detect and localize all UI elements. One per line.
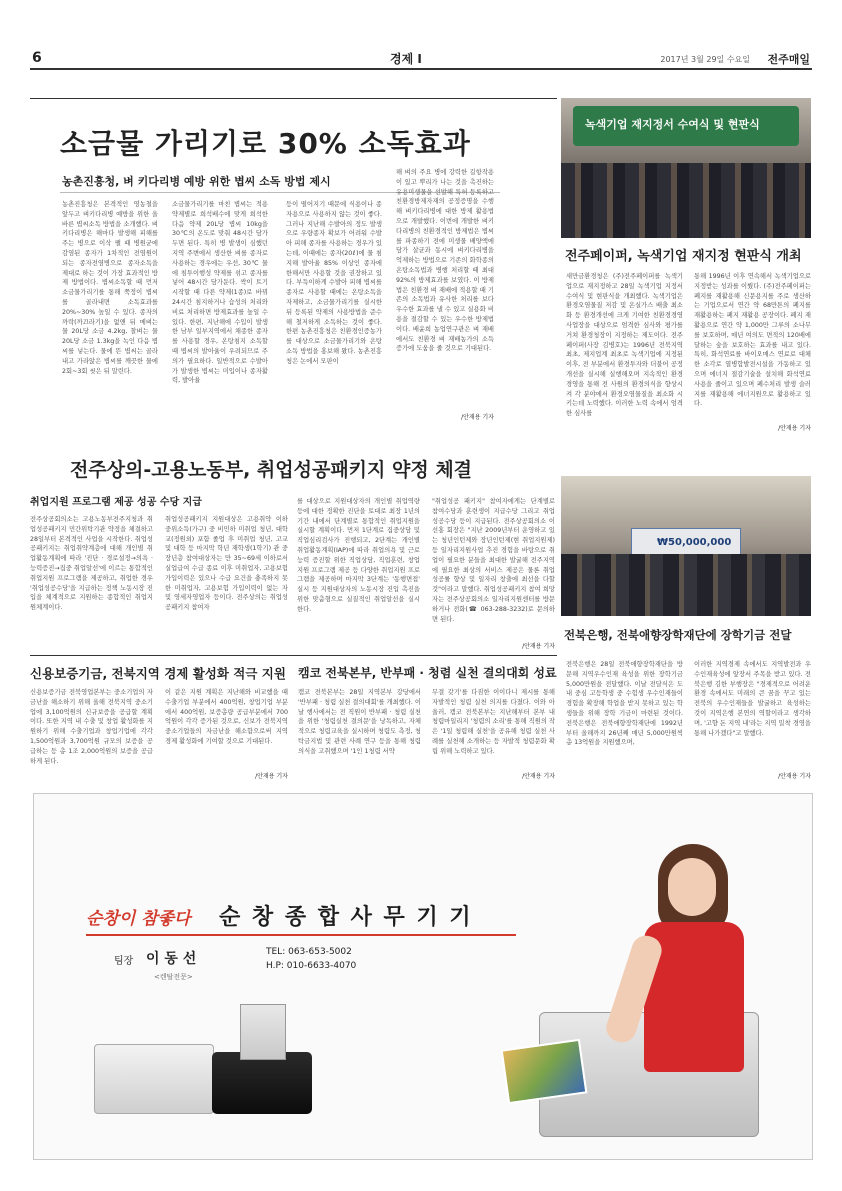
story7-col-1: 전북은행은 28일 전북애향장학재단을 방문해 지역우수인재 육성을 위한 장학기금 5,000만원을 전달했다. 이날 전달식은 도내 중심 고등학생 중 수험생 우수인재들이 경험을 확장해 학업을 받지 못하고 있는 학생들을 위해 장학 기금이 마련된 것이다. 전북은행은 전북애향장학재단에 1992년부터 올해까지 26년째 매년 5,000만원씩 총 13억원을 지원했으며, (566, 661, 683, 747)
story5-byline: /안재용 기자 (255, 773, 288, 780)
story2-byline: /안재용 기자 (778, 425, 811, 432)
story3-headline: 전주상의-고용노동부, 취업성공패키지 약정 체결 (70, 459, 473, 481)
newspaper-name: 전주매일 (767, 53, 810, 66)
printed-photo-icon (501, 1039, 588, 1105)
story2-col-2: 통해 1996년 이후 연속해서 녹색기업으로 지정받는 성과를 이뤘다. (주)전주페이퍼는 폐지를 재활용해 신문용지를 주로 생산하는 기업으로서 연간 약 68만톤의 폐지를 재활용하는 폐지 재활용 공장이다. 폐지 재활용으로 연간 약 1,000만 그루의 소나무를 보호하며, 매년 여의도 면적의 120배에 달하는 숲을 보호하는 효과를 내고 있다. 특히, 화석연료를 바이오매스 연료로 대체한 소각로 열병합발전시설을 가동하고 있으며 에너지 절감기술을 설치해 화석연료 사용을 줄이고 있으며 폐수처리 발생 슬러지를 재활용해 에너지원으로 활용하고 있다. (694, 273, 811, 408)
top-story-byline: /안재용 기자 (461, 414, 494, 421)
story5-col-1: 신용보증기금 전북영업본부는 중소기업의 자금난을 해소하기 위해 올해 전북지역 중소기업에 3,100억원의 신규보증을 공급할 계획이다. 또한 지역 내 수출 및 창업 활성화를 지원하기 위해 수출기업과 창업기업에 각각 1,500억원과 3,700억원 규모의 보증을 공급하는 등 총 1조 2,000억원의 보증을 공급하게 된다. (30, 689, 153, 765)
story4-headline: 전북은행, 전북애향장학재단에 장학기금 전달 (564, 628, 792, 642)
story6-headline: 캠코 전북본부, 반부패 · 청렴 실천 결의대회 성료 (298, 666, 557, 680)
page-number: 6 (32, 50, 42, 66)
ad-contact-note: <렌탈전문> (154, 973, 193, 981)
story5-headline: 신용보증기금, 전북지역 경제 활성화 적극 지원 (30, 666, 286, 681)
top-story-col-4: 해 벼의 주요 병에 강력한 길항작용이 있고 뿌리가 나는 것을 촉진하는 유용미생물을 선발해 특허 등록하고 친환경방제자재의 공정증명을 수행해 벼키다리병에 대한 방제 활용법으로 개발했다. 이번에 개발한 벼키다리병의 친환경적인 방제법은 볍씨를 파종하기 전에 미생물 배양액에 담가 살균과 동시에 벼키다리병을 억제하는 방법으로 기존의 화학종의 온탕소독법과 병행 처리할 때 최대 92%의 방제효과를 보였다. 이 방제법은 친환경 벼 재배에 적용할 때 기존의 소독법과 유사한 처리를 보다 우수한 효과를 낼 수 있고 실용화 비용을 절감할 수 있는 우수한 방제법이다. 배윤희 농업연구관은 벼 재배에서도 친환경 벼 재배농가의 소득증가에 도움을 줄 것으로 기대된다. (396, 169, 494, 353)
top-story-headline: 소금물 가리기로 30% 소독효과 (60, 127, 471, 160)
printer-compact-icon (212, 1052, 312, 1114)
story3-subtitle: 취업지원 프로그램 제공 성공 수당 지급 (30, 497, 202, 508)
story6-byline: /안재용 기자 (522, 773, 555, 780)
ad-rule (86, 934, 516, 936)
ad-company-name: 순 창 종 합 사 무 기 기 (219, 905, 473, 930)
header-rule (30, 68, 812, 70)
banner-text: 녹색기업 재지정서 수여식 및 현판식 (585, 118, 760, 131)
top-story-col-1: 농촌진흥청은 본격적인 영농철을 앞두고 벼키다리병 예방을 위한 올바른 볍씨소독 방법을 소개했다. 벼키다리병은 해마다 발생해 피해를 주는 병으로 이삭 팰 때 병원균에 감염된 종자가 1차적인 전염원이 되는 종자전염병으로 종자소독을 제대로 하는 것이 가장 효과적인 방제 방법이다. 볍씨소독할 때 먼저 소금물가리기를 통해 쭉정이 볍씨를 골라내면 소독효과를 20%~30% 높일 수 있다. 종자의 까락(까끄라기)을 없앤 뒤 메벼는 물 20L당 소금 4.2kg, 찰벼는 물 20L당 소금 1.3kg을 녹인 다음 볍씨를 넣는다. 물에 뜬 볍씨는 골라내고 가라앉은 볍씨를 깨끗한 물에 2회~3회 씻은 뒤 말린다. (62, 201, 158, 375)
ad-contact-name: 이 동 선 (146, 951, 197, 967)
story3-col-4: "취업성공 패키지" 참여자에게는 단계별로 참여수당과 훈련생이 지급수당 그리고 취업성공수당 등이 지급된다. 전주상공회의소 이선홍 회장은 "지난 2009년부터 운영하고 있는 청년인턴제와 장년인턴제(현 취업지원제) 등 일자리지원사업 추진 경험을 바탕으로 취업이 필요한 분들을 최대한 발굴해 전주지역에 필요한 최상의 서비스 제공은 물론 취업 성공률 향상 및 일자리 창출에 최선을 다할 것"이라고 말했다. 취업성공패키지 참여 희망자는 전주상공회의소 일자리지원센터를 방문하거나 전화(☎ 063-288-3232)로 문의하면 된다. (432, 498, 555, 623)
ad-tel: TEL: 063-653-5002 (266, 947, 352, 957)
top-story-subtitle: 농촌진흥청, 벼 키다리병 예방 위한 볍씨 소독 방법 제시 (62, 175, 331, 188)
top-story-col-3: 등이 떨어지기 때문에 식용이나 종자용으로 사용하지 않는 것이 좋다. 그러나 지난해 수발아의 정도 발생으로 우량종자 확보가 어려워 수발아 피해 종자를 사용하는 경우가 있는데, 이때에는 종자(20ℓ)에 물 침지해 발아율 85% 이상인 종자에 한해서만 사용할 것을 권장하고 있다. 부득이하게 수발아 피해 볍씨를 종자로 사용할 때에는 온탕소독을 자제하고, 소금물가리기를 실시한 뒤 등록된 약제의 사용방법을 준수해 철저하게 소독하는 것이 좋다. 한편 농촌진흥청은 친환경인증농가를 대상으로 소금물가리기와 온탕소독 방법을 홍보해 왔다. 농촌진흥청은 논에서 모판이 (286, 201, 382, 365)
story2-headline: 전주페이퍼, 녹색기업 재지정 현판식 개최 (565, 249, 802, 264)
story3-col-3: 를 대상으로 지원대상자의 개인별 취업역량 등에 대한 정확한 진단을 토대로 최장 1년의 기간 내에서 단계별로 통합적인 취업지원을 실시할 계획이다. 먼저 1단계로 집중상담 및 직업심리검사가 진행되고, 2단계는 개인별 취업활동계획(IAP)에 따라 취업의욕 및 근로능력 증진할 위한 직업상담, 직업훈련, 창업지원 프로그램 제공 등 다양한 취업지원 프로그램을 제공하며 마지막 3단계는 '동행면접' 실시 등 지원대상자의 노동시장 진입 촉진을 위한 맞춤형으로 실질적인 취업알선을 실시한다. (297, 498, 420, 613)
section-label: 경제 I (390, 52, 422, 66)
story3-col-1: 전주상공회의소는 고용노동부전주지청과 취업성공패키지 민간위탁기관 약정을 체결하고 28일부터 본격적인 사업을 시작한다. 취업성공패키지는 취업취약계층에 대해 개인별 취업활동계획에 따라 '진단 · 경로설정→의욕 · 능력증진→집중 취업알선'에 이르는 통합적인 취업지원 프로그램을 제공하고, 취업한 경우 '취업성공수당'을 지급하는 정책 노동시장 진입을 체계적으로 지원하는 종합적인 취업지원체계이다. (30, 516, 153, 612)
people-row (561, 163, 811, 238)
ink-box-icon (240, 1004, 286, 1060)
photo-scholarship (561, 476, 811, 616)
story3-byline: /안재용 기자 (522, 643, 555, 650)
top-story-col-2: 소금물가리기를 마친 볍씨는 적용 약제별로 희석배수에 맞게 희석한 다음 약제 20L당 볍씨 10kg을 30℃의 온도로 맞춰 48시간 담가두면 된다. 특히 병 발생이 심했던 지역 주변에서 생산한 벼를 종자로 사용하는 경우에는 우선, 30℃ 물에 침투이행성 약제를 섞고 종자를 넣어 48시간 담가둔다. 싹이 트기 시작할 때 다른 약제(1종)로 바꿔 24시간 침지하거나 습성의 처리와 비료 처리하면 방제효과를 높일 수 있다. 한편, 지난해에 수입이 발생한 남부 일부지역에서 채종한 종자를 사용할 경우, 온탕침지 소독할 때 볍씨의 발아율이 우려되므로 주의가 필요하다. 일반적으로 수발아가 발생한 볍씨는 미입이나 종자활력, 발아율 (172, 201, 268, 385)
dateline: 2017년 3월 29일 수요일 (660, 55, 750, 64)
cheque-amount: ₩50,000,000 (657, 537, 732, 548)
story5-col-2: 이 같은 지원 계획은 지난해와 비교했을 때 수출기업 부분에서 400억원, 창업기업 부분에서 400억원, 보증총량 공급부분에서 700억원이 각각 증가된 것으로, 신보가 전북지역 중소기업들의 자금난을 해소함으로써 지역 경제 활성화에 기여할 것으로 기대된다. (165, 689, 288, 745)
story7-byline: /안재용 기자 (778, 773, 811, 780)
story6-col-1: 캠코 전북본부는 28일 지역본부 강당에서 '반부패 · 청렴 실천 결의대회'를 개최했다. 이날 행사에서는 전 직원이 반부패 · 청렴 실천을 위한 '청렴실천 결의문'을 낭독하고, 자체적으로 청렴교육을 실시하며 청렴도 측정, 청탁금지법 및 관련 사례 연구 등을 통해 청렴의식을 고취했으며 '1인 1청렴 서약 (298, 689, 421, 755)
advertisement (33, 793, 813, 1160)
story6-col-2: 무결 갖기'를 다짐한 이이다니 제시를 통해 자발적인 청렴 실천 의지를 다졌다. 이와 아울러, 캠코 전북본부는 지난해부터 본부 내 청렴마일리지 '청렴의 소리'를 통해 직원의 작은 '1일 청렴해 실천'을 공유해 청렴 실천 사례를 실천해 소개하는 등 자발적 청렴문화 확립 위해 노력하고 있다. (432, 689, 555, 755)
story3-col-2: 취업성공패키지 지원대상은 고용취약 이하 중위소득(가구) 중 비민하 미취업 청년, 대학교(정원외) 포함 졸업 후 미취업 청년, 고교 및 대학 등 마지막 학년 재학생(1학기) 관 중장년층 참여대상자는 만 35~69세 이하로서 실업급여 수급 종료 이후 미취업자, 고용보험 가입이력은 있으나 수급 요건을 충족하지 못한 미취업자, 고용보험 가입이력이 없는 자 및 영세자영업자 등이다. 전주상의는 취업성공패키지 참여자 (165, 516, 288, 612)
printer-photo-icon (94, 1044, 214, 1114)
story7-col-2: 이러한 지역경제 속에서도 지역발전과 우수인재육성에 앞장서 주목을 받고 있다. 전북은행 김한 부행장은 "경제적으로 어려운 환경 속에서도 미래의 큰 꿈을 꾸고 있는 전북의 우수인재들을 발굴하고 육성하는 것이 지역은행 본연의 역할이라고 생각하며, '고향 돈 지역 내'라는 지역 밀착 경영을 통해 나가겠다"고 말했다. (694, 661, 811, 737)
ad-contact-label: 팀장 (114, 956, 134, 967)
section-divider (30, 655, 557, 656)
ad-hp: H.P: 010-6633-4070 (266, 961, 357, 971)
model-face (668, 858, 716, 916)
photo-green-company (561, 98, 811, 238)
people-row-2 (561, 554, 811, 616)
ad-brand-logo: 순창이 참좋다 (86, 909, 191, 929)
model-figure (614, 844, 779, 1074)
story2-col-1: 새만금환경청은 (주)전주페이퍼를 녹색기업으로 재지정하고 28일 녹색기업 지정서 수여식 및 현판식을 개최했다. 녹색기업은 환경오염물질 저감 및 온실가스 배출 최소화 등 환경개선에 크게 기여한 친환경경영 사업장을 대상으로 엄격한 심사와 평가를 거쳐 환경청장이 지정하는 제도이다. 전주페이퍼(사장 김병호)는 1996년 전북지역 최초, 제지업계 최초로 녹색기업에 지정된 이후, 전 부분에서 환경투자와 더불어 공정개선을 실시해 실행해오며 지속적인 환경경영을 통해 전 사원의 환경의식을 향상시켜 각 분야에서 환경오염물질을 최소화 시키는데 노력했다. 이러한 노력 속에서 엄격한 심사를 (566, 273, 683, 418)
